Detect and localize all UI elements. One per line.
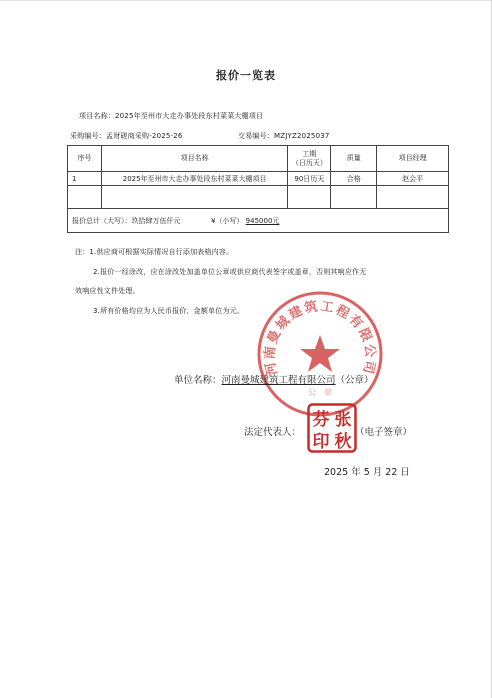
header-period <box>288 146 331 172</box>
total-upper-label: 报价总计（大写）： <box>72 216 132 225</box>
company-seal <box>253 287 387 421</box>
cell-period: 90日历天 <box>288 172 331 186</box>
table-header-row <box>68 146 449 172</box>
unit-name-suffix: （公章） <box>335 375 374 386</box>
unit-line <box>174 372 374 386</box>
header-period-line2: （日历天） <box>291 158 327 167</box>
total-lower-label: ¥（小写） <box>210 216 244 225</box>
header-quality: 质量 <box>331 146 377 172</box>
project-name-line <box>79 111 263 121</box>
stamp-char-4: 秋 <box>334 432 352 452</box>
stamp-char-1: 芬 <box>312 410 330 430</box>
total-upper-value: 玖拾肆万伍仟元 <box>131 216 181 225</box>
header-period-line1: 工期 <box>302 149 317 158</box>
legal-rep-label: 法定代表人： <box>244 427 302 438</box>
note-1: 注：1.供应商可根据实际情况自行添加表格内容。 <box>75 248 234 256</box>
document-title: 报价一览表 <box>216 69 276 82</box>
table-empty-row <box>68 186 449 209</box>
cell-manager: 赵会平 <box>377 172 449 186</box>
stamp-char-3: 印 <box>312 432 330 452</box>
total-row <box>68 209 449 233</box>
unit-name-label: 单位名称： <box>174 375 222 386</box>
note-2: 2.报价一经涂改，应在涂改处加盖单位公章或供应商代表签字或盖章，否则其响应作无 <box>93 268 367 276</box>
legal-rep-suffix: （电子签章） <box>355 427 413 438</box>
cell-project-name: 2025年至州市大走办事处段东村菜菜大棚项目 <box>101 172 287 186</box>
quote-table <box>67 145 449 233</box>
seal-star <box>300 335 340 372</box>
stamp-char-2: 张 <box>334 410 352 430</box>
header-index: 序号 <box>68 146 102 172</box>
trade-number-line <box>238 131 330 141</box>
note-3: 3.所有价格均应为人民币报价，金额单位为元。 <box>93 307 245 315</box>
seal-ring-text: 河南曼城建筑工程有限公司 <box>262 299 378 377</box>
table-row <box>68 172 449 186</box>
unit-name-value: 河南曼城建筑工程有限公司 <box>221 375 336 386</box>
header-manager: 项目经理 <box>377 146 449 172</box>
header-project-name: 项目名称 <box>101 146 287 172</box>
purchase-number-value: 孟财磋商采购-2025-26 <box>106 132 183 140</box>
cell-index: 1 <box>68 172 102 186</box>
document-date: 2025 年 5 月 22 日 <box>324 467 410 478</box>
total-cell <box>68 209 449 233</box>
project-name-label: 项目名称： <box>79 112 115 120</box>
trade-number-value: MZJYZ2025037 <box>274 132 330 140</box>
legal-rep-signature-stamp <box>307 403 357 453</box>
svg-text:公 章: 公 章 <box>308 388 332 397</box>
trade-number-label: 交易编号： <box>238 132 274 140</box>
purchase-number-label: 采购编号： <box>70 132 106 140</box>
cell-quality: 合格 <box>331 172 377 186</box>
total-lower-value: 945000元 <box>245 216 280 225</box>
purchase-number-line <box>70 131 183 141</box>
note-2-continued: 效响应性文件处理。 <box>75 287 140 295</box>
page-border-top <box>0 0 492 1</box>
project-name-value: 2025年至州市大走办事处段东村菜菜大棚项目 <box>115 112 264 120</box>
